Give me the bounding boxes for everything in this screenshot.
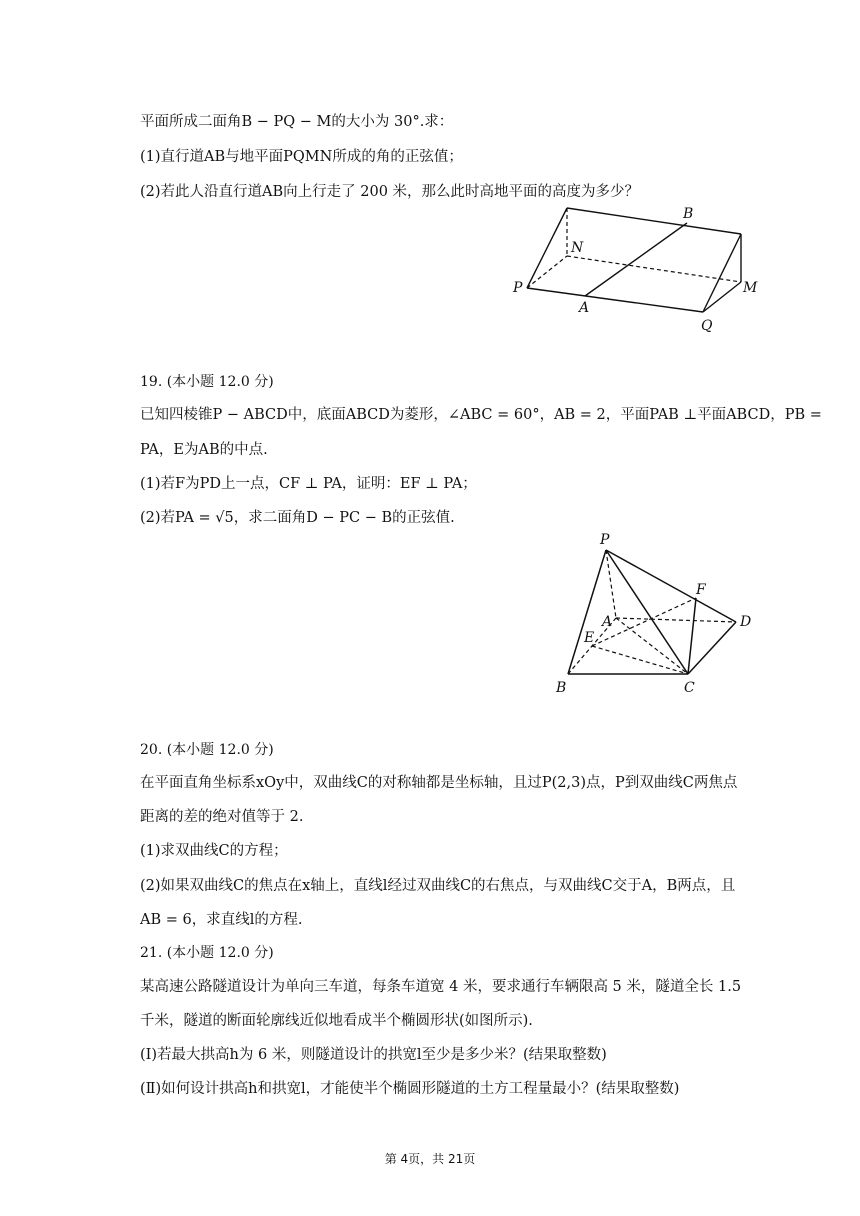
q19-label-C: C bbox=[684, 680, 695, 696]
q19-part1: (1)若F为PD上一点，CF ⊥ PA，证明：EF ⊥ PA； bbox=[140, 476, 477, 492]
q20-stem-line1: 在平面直角坐标系xOy中，双曲线C的对称轴都是坐标轴，且过P(2,3)点，P到双曲线C两焦点 bbox=[140, 775, 738, 791]
q18-label-Q: Q bbox=[701, 318, 713, 334]
q20-part2-line2: AB = 6，求直线l的方程. bbox=[140, 912, 303, 928]
q18-label-A: A bbox=[579, 300, 590, 316]
q20-part2-line1: (2)如果双曲线C的焦点在x轴上，直线l经过双曲线C的右焦点，与双曲线C交于A，B两点，且 bbox=[140, 878, 736, 894]
q19-part2: (2)若PA = √5，求二面角D − PC − B的正弦值. bbox=[140, 510, 455, 526]
q19-stem-line2: PA，E为AB的中点. bbox=[140, 442, 268, 458]
q21-part2: (Ⅱ)如何设计拱高h和拱宽l，才能使半个椭圆形隧道的土方工程量最小？(结果取整数) bbox=[140, 1081, 680, 1097]
q19-stem-line1: 已知四棱锥P − ABCD中，底面ABCD为菱形，∠ABC = 60°，AB = 2，平面PAB ⊥平面ABCD，PB = bbox=[140, 407, 822, 423]
q21-stem-line1: 某高速公路隧道设计为单向三车道，每条车道宽 4 米，要求通行车辆限高 5 米，隧道全长 1.5 bbox=[140, 979, 742, 995]
q20-stem-line2: 距离的差的绝对值等于 2. bbox=[140, 809, 304, 825]
q19-label-B: B bbox=[556, 680, 567, 696]
q18-label-B: B bbox=[683, 206, 694, 222]
q18-figure bbox=[505, 200, 765, 340]
q18-part2: (2)若此人沿直行道AB向上行走了 200 米，那么此时高地平面的高度为多少？ bbox=[140, 184, 640, 200]
q19-label-D: D bbox=[740, 614, 752, 630]
page-footer: 第 4页，共 21页 bbox=[384, 1152, 476, 1166]
q18-label-P: P bbox=[513, 280, 523, 296]
q19-header: 19. (本小题 12.0 分) bbox=[140, 374, 274, 390]
q21-stem-line2: 千米，隧道的断面轮廓线近似地看成半个椭圆形状(如图所示). bbox=[140, 1013, 533, 1029]
q18-label-N: N bbox=[571, 240, 584, 256]
q18-stem-tail: 平面所成二面角B − PQ − M的大小为 30°.求： bbox=[140, 114, 454, 130]
q19-figure bbox=[550, 528, 770, 700]
q21-header: 21. (本小题 12.0 分) bbox=[140, 945, 274, 961]
q19-label-F: F bbox=[696, 582, 706, 598]
q18-part1: (1)直行道AB与地平面PQMN所成的角的正弦值； bbox=[140, 149, 463, 165]
q20-part1: (1)求双曲线C的方程； bbox=[140, 843, 288, 859]
q18-label-M: M bbox=[743, 280, 758, 296]
q20-header: 20. (本小题 12.0 分) bbox=[140, 742, 274, 758]
q19-label-P: P bbox=[600, 532, 610, 548]
q19-label-A: A bbox=[602, 614, 613, 630]
q19-label-E: E bbox=[584, 630, 595, 646]
q21-part1: (Ⅰ)若最大拱高h为 6 米，则隧道设计的拱宽l至少是多少米？(结果取整数) bbox=[140, 1047, 607, 1063]
